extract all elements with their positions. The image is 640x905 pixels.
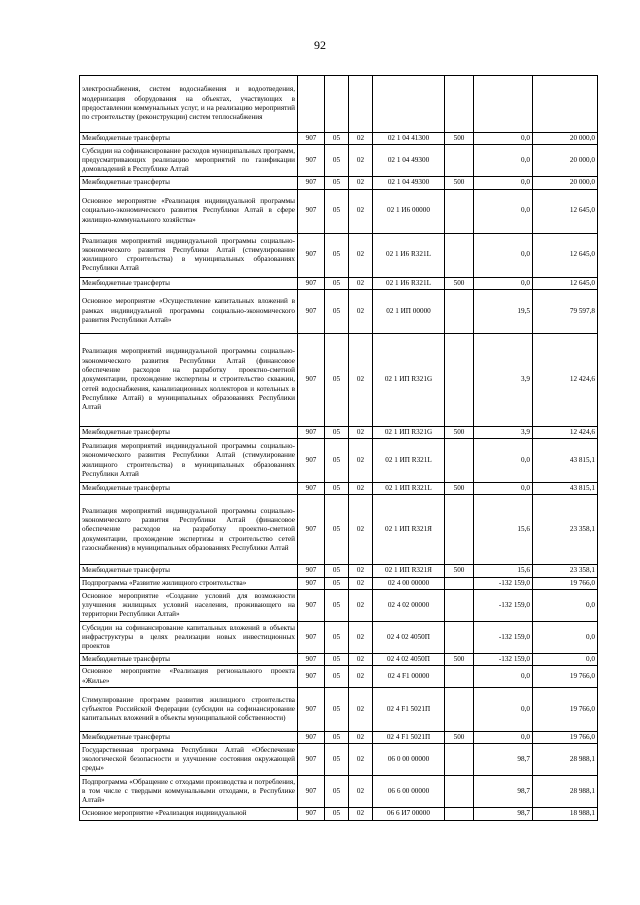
row-name: Стимулирование программ развития жилищного строительства субъектов Российской Федерации (субсидии на софинансирование капитальных вложений в объекты муниципальной собственности): [80, 687, 298, 731]
row-amount-change: 15,6: [474, 495, 533, 565]
row-subsection-code: 02: [349, 666, 373, 688]
row-admin-code: 907: [298, 666, 325, 688]
row-subsection-code: 02: [349, 495, 373, 565]
row-target-article: 02 1 И6 R321L: [373, 233, 445, 277]
row-amount-total: 18 988,1: [533, 808, 598, 820]
table-row: [80, 233, 598, 277]
row-subsection-code: 02: [349, 289, 373, 333]
budget-table: [79, 75, 598, 821]
row-section-code: 05: [325, 233, 349, 277]
row-section-code: 05: [325, 776, 349, 808]
row-name: Субсидии на софинансирование расходов муниципальных программ, предусматривающих реализацию мероприятий по газификации домовладений в Республике Алтай: [80, 145, 298, 177]
row-amount-total: 19 766,0: [533, 666, 598, 688]
row-amount-total: 19 766,0: [533, 731, 598, 743]
page-number: 92: [314, 38, 326, 52]
row-target-article: 02 4 F1 5021П: [373, 687, 445, 731]
table-row: [80, 590, 598, 622]
row-name: Подпрограмма «Обращение с отходами производства и потребления, в том числе с твердыми коммунальными отходами, в Республике Алтай»: [80, 776, 298, 808]
row-expense-type: 500: [445, 133, 474, 145]
row-section-code: 05: [325, 654, 349, 666]
row-amount-change: 15,6: [474, 565, 533, 577]
row-expense-type: 500: [445, 277, 474, 289]
table-row: [80, 776, 598, 808]
table-row: [80, 426, 598, 438]
row-section-code: 05: [325, 426, 349, 438]
table-row: [80, 577, 598, 589]
row-target-article: 02 1 04 41300: [373, 133, 445, 145]
row-name: Основное мероприятие «Реализация регионального проекта «Жилье»: [80, 666, 298, 688]
table-row: [80, 333, 598, 426]
row-admin-code: 907: [298, 439, 325, 483]
row-amount-change: 3,9: [474, 426, 533, 438]
row-admin-code: 907: [298, 189, 325, 233]
row-target-article: 06 6 00 00000: [373, 776, 445, 808]
row-amount-change: 98,7: [474, 776, 533, 808]
row-name: Основное мероприятие «Создание условий для возможности улучшения жилищных условий населения, проживающего на территории Республики Алтай»: [80, 590, 298, 622]
row-target-article: 06 0 00 00000: [373, 744, 445, 776]
table-row: [80, 133, 598, 145]
row-target-article: 06 6 И7 00000: [373, 808, 445, 820]
row-section-code: 05: [325, 590, 349, 622]
row-expense-type: [445, 577, 474, 589]
row-name: электроснабжения, систем водоснабжения и водоотведения, модернизация оборудования на объектах, участвующих в предоставлении коммунальных услуг, и на реализацию мероприятий по строительству (реконструкции) систем теплоснабжения: [80, 76, 298, 133]
table-row: [80, 277, 598, 289]
row-name: Реализация мероприятий индивидуальной программы социально-экономического развития Республики Алтай (стимулирование жилищного строительства) в муниципальных образованиях Республики Алтай: [80, 233, 298, 277]
row-amount-total: 12 424,6: [533, 333, 598, 426]
table-row: [80, 145, 598, 177]
row-subsection-code: 02: [349, 233, 373, 277]
row-expense-type: [445, 622, 474, 654]
row-target-article: 02 4 02 00000: [373, 590, 445, 622]
row-amount-total: 23 358,1: [533, 495, 598, 565]
row-admin-code: 907: [298, 577, 325, 589]
row-name: Межбюджетные трансферты: [80, 731, 298, 743]
table-row: [80, 76, 598, 133]
row-expense-type: 500: [445, 483, 474, 495]
row-target-article: 02 1 ИП R321G: [373, 426, 445, 438]
row-admin-code: 907: [298, 808, 325, 820]
row-amount-total: 28 988,1: [533, 776, 598, 808]
row-amount-total: 12 645,0: [533, 233, 598, 277]
row-amount-total: [533, 76, 598, 133]
row-subsection-code: 02: [349, 133, 373, 145]
row-expense-type: 500: [445, 654, 474, 666]
row-expense-type: [445, 439, 474, 483]
row-name: Межбюджетные трансферты: [80, 277, 298, 289]
row-amount-change: -132 159,0: [474, 654, 533, 666]
row-amount-change: 0,0: [474, 189, 533, 233]
row-amount-change: 0,0: [474, 687, 533, 731]
row-name: Межбюджетные трансферты: [80, 133, 298, 145]
row-expense-type: [445, 233, 474, 277]
row-amount-change: 19,5: [474, 289, 533, 333]
row-amount-change: 0,0: [474, 177, 533, 189]
row-amount-change: [474, 76, 533, 133]
row-section-code: 05: [325, 289, 349, 333]
row-section-code: 05: [325, 622, 349, 654]
row-amount-total: 12 645,0: [533, 277, 598, 289]
row-amount-change: -132 159,0: [474, 577, 533, 589]
row-target-article: 02 4 00 00000: [373, 577, 445, 589]
row-expense-type: [445, 666, 474, 688]
row-amount-change: 0,0: [474, 145, 533, 177]
row-admin-code: 907: [298, 731, 325, 743]
row-admin-code: 907: [298, 333, 325, 426]
row-amount-total: 43 815,1: [533, 483, 598, 495]
row-expense-type: [445, 590, 474, 622]
row-section-code: 05: [325, 808, 349, 820]
row-section-code: 05: [325, 133, 349, 145]
table-row: [80, 731, 598, 743]
row-expense-type: [445, 289, 474, 333]
table-row: [80, 439, 598, 483]
row-name: Реализация мероприятий индивидуальной программы социально-экономического развития Республики Алтай (финансовое обеспечение расходов на разработку проектно-сметной документации, прохождение экспертизы и строительство сетей газоснабжения) в муниципальных образованиях Республики Алтай: [80, 495, 298, 565]
row-subsection-code: 02: [349, 744, 373, 776]
row-expense-type: [445, 687, 474, 731]
row-section-code: 05: [325, 565, 349, 577]
row-amount-total: 0,0: [533, 654, 598, 666]
row-expense-type: 500: [445, 177, 474, 189]
row-name: Межбюджетные трансферты: [80, 565, 298, 577]
row-name: Субсидии на софинансирование капитальных вложений в объекты инфраструктуры в целях реализации новых инвестиционных проектов: [80, 622, 298, 654]
row-subsection-code: 02: [349, 439, 373, 483]
row-section-code: 05: [325, 333, 349, 426]
row-admin-code: 907: [298, 277, 325, 289]
table-row: [80, 666, 598, 688]
row-section-code: 05: [325, 483, 349, 495]
row-expense-type: [445, 776, 474, 808]
row-subsection-code: 02: [349, 731, 373, 743]
row-subsection-code: 02: [349, 426, 373, 438]
row-expense-type: [445, 333, 474, 426]
row-expense-type: [445, 744, 474, 776]
row-target-article: 02 1 ИП R321L: [373, 439, 445, 483]
row-subsection-code: [349, 76, 373, 133]
row-amount-change: 0,0: [474, 483, 533, 495]
row-target-article: 02 1 ИП R321Я: [373, 565, 445, 577]
row-section-code: 05: [325, 577, 349, 589]
row-amount-total: 20 000,0: [533, 177, 598, 189]
row-amount-total: 43 815,1: [533, 439, 598, 483]
row-subsection-code: 02: [349, 565, 373, 577]
row-amount-change: 98,7: [474, 808, 533, 820]
row-amount-change: 0,0: [474, 233, 533, 277]
row-target-article: 02 1 04 49300: [373, 145, 445, 177]
row-expense-type: [445, 189, 474, 233]
row-admin-code: 907: [298, 744, 325, 776]
row-section-code: [325, 76, 349, 133]
row-admin-code: 907: [298, 133, 325, 145]
row-amount-total: 0,0: [533, 622, 598, 654]
table-row: [80, 483, 598, 495]
row-amount-change: 3,9: [474, 333, 533, 426]
row-admin-code: 907: [298, 426, 325, 438]
row-amount-total: 0,0: [533, 590, 598, 622]
row-admin-code: 907: [298, 622, 325, 654]
table-row: [80, 687, 598, 731]
row-target-article: 02 4 F1 00000: [373, 666, 445, 688]
row-amount-change: -132 159,0: [474, 622, 533, 654]
row-name: Межбюджетные трансферты: [80, 654, 298, 666]
row-subsection-code: 02: [349, 483, 373, 495]
row-admin-code: 907: [298, 565, 325, 577]
row-subsection-code: 02: [349, 577, 373, 589]
row-admin-code: 907: [298, 654, 325, 666]
row-section-code: 05: [325, 687, 349, 731]
table-row: [80, 654, 598, 666]
row-amount-total: 12 645,0: [533, 189, 598, 233]
row-expense-type: [445, 495, 474, 565]
row-name: Межбюджетные трансферты: [80, 426, 298, 438]
row-subsection-code: 02: [349, 277, 373, 289]
row-admin-code: 907: [298, 145, 325, 177]
row-subsection-code: 02: [349, 654, 373, 666]
row-amount-total: 19 766,0: [533, 577, 598, 589]
row-target-article: 02 4 02 4050П: [373, 622, 445, 654]
row-admin-code: 907: [298, 177, 325, 189]
row-amount-change: 0,0: [474, 731, 533, 743]
row-amount-total: 79 597,8: [533, 289, 598, 333]
row-subsection-code: 02: [349, 189, 373, 233]
row-target-article: 02 1 И6 00000: [373, 189, 445, 233]
row-name: Подпрограмма «Развитие жилищного строительства»: [80, 577, 298, 589]
row-name: Основное мероприятие «Реализация индивидуальной: [80, 808, 298, 820]
row-target-article: 02 4 02 4050П: [373, 654, 445, 666]
row-admin-code: 907: [298, 495, 325, 565]
row-target-article: 02 1 ИП R321G: [373, 333, 445, 426]
row-amount-change: 0,0: [474, 133, 533, 145]
table-row: [80, 565, 598, 577]
row-section-code: 05: [325, 145, 349, 177]
table-row: [80, 808, 598, 820]
row-section-code: 05: [325, 731, 349, 743]
row-target-article: 02 4 F1 5021П: [373, 731, 445, 743]
row-name: Реализация мероприятий индивидуальной программы социально-экономического развития Республики Алтай (финансовое обеспечение расходов на разработку проектно-сметной документации, прохождение экспертизы и строительство скважин, сетей водоснабжения, канализационных коллекторов и котельных в Республике Алтай) в муниципальных образованиях Республики Алтай: [80, 333, 298, 426]
table-row: [80, 495, 598, 565]
row-admin-code: 907: [298, 590, 325, 622]
row-target-article: 02 1 И6 R321L: [373, 277, 445, 289]
row-amount-total: 28 988,1: [533, 744, 598, 776]
row-section-code: 05: [325, 439, 349, 483]
row-subsection-code: 02: [349, 687, 373, 731]
row-subsection-code: 02: [349, 590, 373, 622]
row-target-article: 02 1 ИП R321Я: [373, 495, 445, 565]
row-subsection-code: 02: [349, 333, 373, 426]
row-amount-total: 12 424,6: [533, 426, 598, 438]
row-name: Государственная программа Республики Алтай «Обеспечение экологической безопасности и улучшение состояния окружающей среды»: [80, 744, 298, 776]
row-expense-type: [445, 76, 474, 133]
row-amount-change: 98,7: [474, 744, 533, 776]
row-expense-type: 500: [445, 426, 474, 438]
row-amount-change: -132 159,0: [474, 590, 533, 622]
row-section-code: 05: [325, 277, 349, 289]
row-admin-code: 907: [298, 776, 325, 808]
table-row: [80, 177, 598, 189]
row-subsection-code: 02: [349, 622, 373, 654]
row-amount-total: 23 358,1: [533, 565, 598, 577]
row-expense-type: 500: [445, 731, 474, 743]
row-admin-code: 907: [298, 233, 325, 277]
row-name: Межбюджетные трансферты: [80, 483, 298, 495]
row-amount-change: 0,0: [474, 439, 533, 483]
row-amount-total: 20 000,0: [533, 145, 598, 177]
row-amount-change: 0,0: [474, 277, 533, 289]
row-target-article: 02 1 04 49300: [373, 177, 445, 189]
row-subsection-code: 02: [349, 808, 373, 820]
row-subsection-code: 02: [349, 776, 373, 808]
row-target-article: 02 1 ИП 00000: [373, 289, 445, 333]
table-row: [80, 622, 598, 654]
row-name: Межбюджетные трансферты: [80, 177, 298, 189]
row-section-code: 05: [325, 495, 349, 565]
row-admin-code: [298, 76, 325, 133]
row-name: Основное мероприятие «Осуществление капитальных вложений в рамках индивидуальной программы социально-экономического развития Республики Алтай»: [80, 289, 298, 333]
row-expense-type: [445, 145, 474, 177]
row-expense-type: [445, 808, 474, 820]
table-row: [80, 289, 598, 333]
row-amount-total: 19 766,0: [533, 687, 598, 731]
row-admin-code: 907: [298, 687, 325, 731]
row-amount-total: 20 000,0: [533, 133, 598, 145]
row-section-code: 05: [325, 666, 349, 688]
row-expense-type: 500: [445, 565, 474, 577]
row-section-code: 05: [325, 189, 349, 233]
row-subsection-code: 02: [349, 145, 373, 177]
row-admin-code: 907: [298, 289, 325, 333]
row-name: Реализация мероприятий индивидуальной программы социально-экономического развития Республики Алтай (стимулирование жилищного строительства) в муниципальных образованиях Республики Алтай: [80, 439, 298, 483]
row-section-code: 05: [325, 744, 349, 776]
row-admin-code: 907: [298, 483, 325, 495]
row-name: Основное мероприятие «Реализация индивидуальной программы социально-экономического развития Республики Алтай в сфере жилищно-коммунального хозяйства»: [80, 189, 298, 233]
table-row: [80, 744, 598, 776]
table-body: [80, 76, 598, 821]
table-row: [80, 189, 598, 233]
row-amount-change: 0,0: [474, 666, 533, 688]
row-subsection-code: 02: [349, 177, 373, 189]
row-target-article: 02 1 ИП R321L: [373, 483, 445, 495]
row-section-code: 05: [325, 177, 349, 189]
row-target-article: [373, 76, 445, 133]
